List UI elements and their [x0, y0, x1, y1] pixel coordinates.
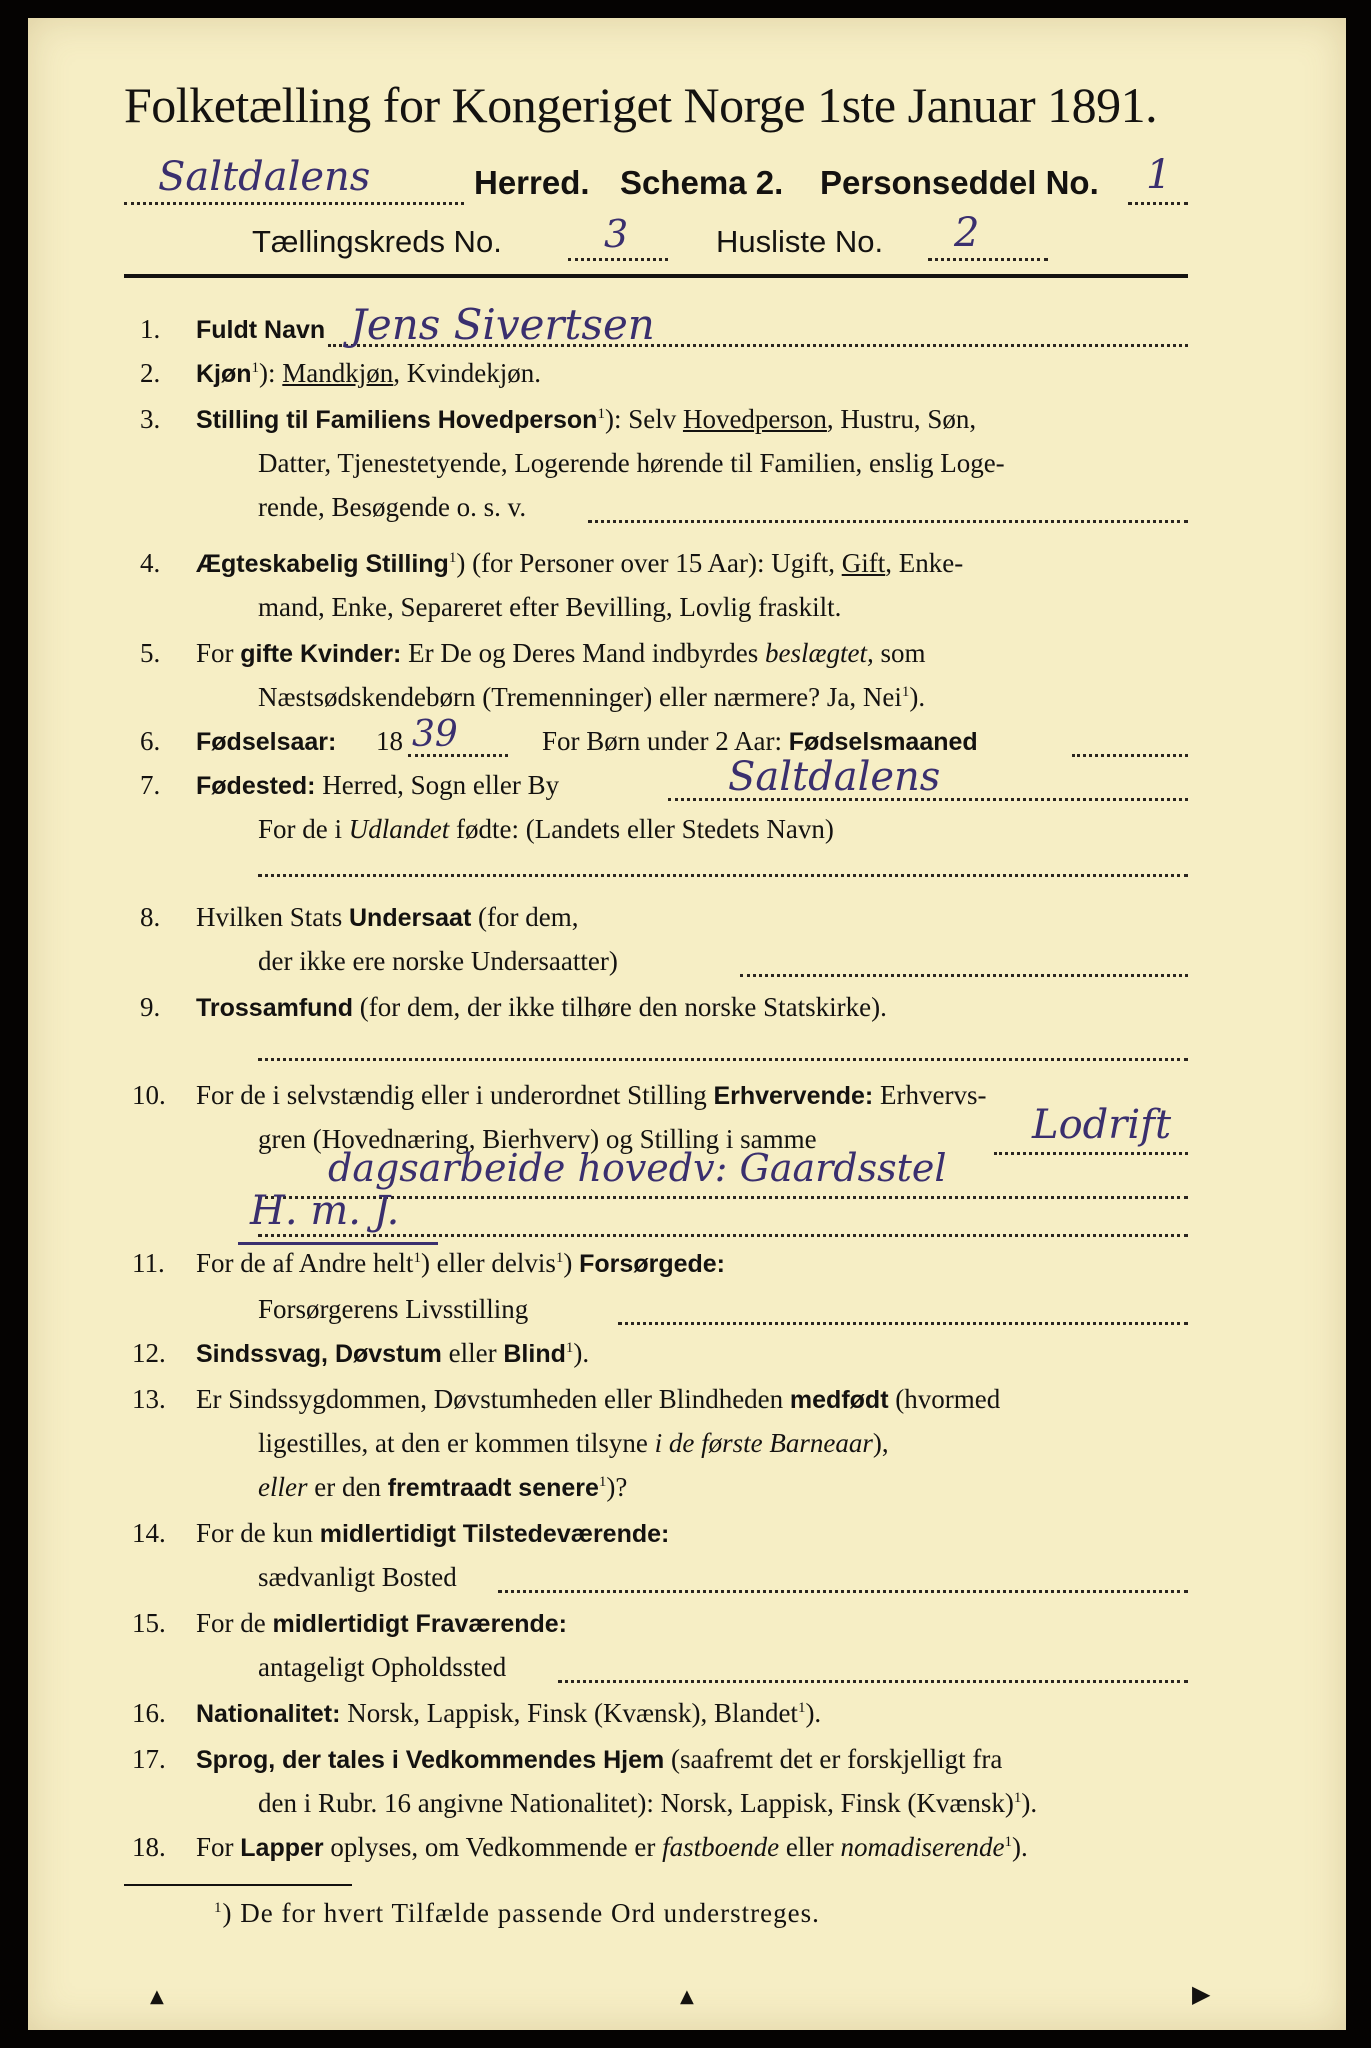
husliste-label: Husliste No. — [716, 224, 884, 259]
item-15-text-a: For de — [196, 1608, 273, 1638]
item-8-label: Undersaat — [349, 904, 472, 932]
item-5-number: 5. — [140, 638, 161, 668]
item-7-handwriting: Saltdalens — [728, 754, 941, 800]
item-6-text-a: For Børn under 2 Aar: — [542, 726, 789, 756]
item-6-line — [542, 726, 978, 757]
item-7-line-1 — [196, 770, 559, 801]
item-6-handwriting: 39 — [412, 714, 458, 755]
item-10-answer-line-3 — [258, 1234, 1188, 1237]
item-14-text-a: For de kun — [196, 1518, 320, 1548]
item-18-text-c: eller — [779, 1832, 841, 1862]
item-12-text-a: eller — [441, 1338, 504, 1368]
item-3-line-1 — [196, 404, 976, 435]
item-13-label-2: fremtraadt senere — [387, 1474, 599, 1502]
binding-mark-center: ▲ — [680, 1986, 694, 2007]
header-divider — [124, 274, 1188, 278]
item-9-line-1 — [196, 992, 887, 1023]
kreds-field — [568, 212, 668, 261]
footnote — [214, 1898, 820, 1929]
item-5-line-2-text: Næstsødskendebørn (Tremenninger) eller nærmere? Ja, Nei — [258, 682, 902, 712]
item-7-text-a: Herred, Sogn eller By — [315, 770, 560, 800]
item-13-line-2-italic: i de første Barneaar — [654, 1428, 873, 1458]
item-8-number: 8. — [140, 902, 161, 932]
item-18-line-1 — [196, 1832, 1028, 1863]
kreds-handwriting: 3 — [604, 212, 629, 256]
item-10-label: Erhvervende: — [713, 1082, 874, 1110]
herred-handwriting: Saltdalens — [158, 154, 371, 200]
item-2-sup: 1 — [251, 360, 260, 376]
item-10-answer-line-1 — [994, 1152, 1188, 1155]
item-2-option-underlined: Mandkjøn — [282, 358, 394, 388]
husliste-field — [928, 210, 1048, 261]
item-12-text-b: ). — [573, 1338, 590, 1368]
item-16-number: 16. — [132, 1698, 166, 1728]
kreds-label: Tællingskreds No. — [252, 224, 502, 259]
personseddel-field — [1128, 152, 1188, 205]
item-11-label: Forsørgede: — [579, 1250, 725, 1278]
item-13-line-3-italic: eller — [258, 1472, 308, 1502]
item-14-number: 14. — [132, 1518, 166, 1548]
personseddel-handwriting: 1 — [1146, 152, 1172, 198]
item-3-number: 3. — [140, 404, 161, 434]
item-18-text-d: ). — [1012, 1832, 1028, 1862]
husliste-handwriting: 2 — [954, 210, 980, 256]
item-17-line-2 — [258, 1788, 1037, 1819]
item-9-label: Trossamfund — [196, 994, 353, 1022]
item-1-handwriting: Jens Sivertsen — [350, 300, 655, 349]
item-17-line-2-text: den i Rubr. 16 angivne Nationalitet): Norsk, Lappisk, Finsk (Kvænsk) — [258, 1788, 1014, 1818]
item-2-label: Kjøn — [196, 360, 252, 388]
item-18-number: 18. — [132, 1832, 166, 1862]
item-1-label: Fuldt Navn — [196, 316, 326, 344]
item-15-line-1 — [196, 1608, 567, 1639]
footnote-divider — [124, 1884, 352, 1886]
item-13-line-2b: ), — [872, 1428, 889, 1458]
item-12-sup: 1 — [565, 1340, 574, 1356]
item-13-text-a: Er Sindssygdommen, Døvstumheden eller Blindheden — [196, 1384, 790, 1414]
binding-mark-left: ▲ — [150, 1986, 164, 2007]
item-13-line-2a: ligestilles, at den er kommen tilsyne — [258, 1428, 655, 1458]
item-4-label: Ægteskabelig Stilling — [196, 550, 449, 578]
item-3-line-3: rende, Besøgende o. s. v. — [258, 492, 527, 522]
item-4-sup: 1 — [448, 550, 457, 566]
item-4-option-underlined: Gift — [841, 548, 886, 578]
item-2-text-b: , Kvindekjøn. — [393, 358, 542, 388]
item-9-answer-line — [258, 1058, 1188, 1061]
item-16-line-1 — [196, 1698, 821, 1729]
item-5-text-b: som — [873, 638, 926, 668]
item-8-line-2: der ikke ere norske Undersaatter) — [258, 946, 618, 976]
item-3-text-a: ): Selv — [604, 404, 683, 434]
item-10-handwriting-3: H. m. J. — [250, 1188, 400, 1234]
item-10-handwriting-2: dagsarbeide hovedv: Gaardsstel — [328, 1146, 947, 1190]
item-10-line-2: gren (Hovednæring, Bierhverv) og Stilling i samme — [258, 1124, 817, 1154]
item-6-year-prefix: 18 — [376, 726, 403, 756]
item-5-line-1 — [196, 638, 926, 669]
item-12-line-1 — [196, 1338, 589, 1369]
item-3-line-2: Datter, Tjenestetyende, Logerende hørende til Familien, enslig Loge- — [258, 448, 1005, 478]
item-11-text-a: For de af Andre helt — [196, 1248, 414, 1278]
item-3-text-b: , Hustru, Søn, — [826, 404, 977, 434]
item-1-number: 1. — [140, 314, 161, 344]
item-5-line-2-end: ). — [909, 682, 926, 712]
item-7-line-2b: fødte: (Landets eller Stedets Navn) — [449, 814, 834, 844]
item-5-sup: 1 — [901, 684, 910, 700]
item-13-line-3a: er den — [307, 1472, 388, 1502]
item-7-line-2-italic: Udlandet — [348, 814, 450, 844]
herred-field — [124, 154, 464, 205]
item-3-sup: 1 — [597, 406, 605, 422]
item-13-text-b: (hvormed — [888, 1384, 1001, 1414]
item-9-number: 9. — [140, 992, 161, 1022]
item-14-line-1 — [196, 1518, 669, 1549]
item-18-text-b: oplyses, om Vedkommende er — [323, 1832, 663, 1862]
item-16-text-b: ). — [805, 1698, 822, 1728]
personseddel-label: Personseddel No. — [820, 164, 1099, 201]
item-10-number: 10. — [132, 1080, 166, 1110]
item-9-text-a: (for dem, der ikke tilhøre den norske Statskirke). — [352, 992, 887, 1022]
item-2-text-a: ): — [259, 358, 283, 388]
item-14-answer-line — [498, 1590, 1188, 1593]
item-3-label: Stilling til Familiens Hovedperson — [196, 406, 598, 434]
item-6-label: Fødselsaar: — [196, 728, 337, 756]
item-11-text-b: ) eller delvis — [420, 1248, 556, 1278]
item-5-pre: For — [196, 638, 241, 668]
item-4-line-1 — [196, 548, 963, 579]
item-14-label: midlertidigt Tilstedeværende: — [319, 1520, 670, 1548]
item-4-number: 4. — [140, 548, 161, 578]
schema-label: Schema 2. — [620, 164, 784, 201]
item-18-text-a: For — [196, 1832, 241, 1862]
item-5-label: gifte Kvinder: — [240, 640, 402, 668]
item-18-italic-1: fastboende — [662, 1832, 780, 1862]
item-5-text-a: Er De og Deres Mand indbyrdes — [401, 638, 766, 668]
item-17-line-1 — [196, 1744, 1002, 1775]
item-3-answer-line — [588, 520, 1188, 523]
item-17-number: 17. — [132, 1744, 166, 1774]
item-17-text-a: (saafremt det er forskjelligt fra — [664, 1744, 1003, 1774]
item-17-label: Sprog, der tales i Vedkommendes Hjem — [196, 1746, 665, 1774]
item-13-number: 13. — [132, 1384, 166, 1414]
item-10-handwriting-stroke — [238, 1242, 438, 1245]
item-16-text-a: Norsk, Lappisk, Finsk (Kvænsk), Blandet — [340, 1698, 798, 1728]
item-13-line-2 — [258, 1428, 889, 1459]
item-18-label: Lapper — [240, 1834, 324, 1862]
item-8-answer-line — [740, 974, 1188, 977]
item-15-label: midlertidigt Fraværende: — [272, 1610, 567, 1638]
item-5-italic: beslægtet, — [765, 638, 874, 668]
item-11-number: 11. — [132, 1248, 165, 1278]
item-13-line-1 — [196, 1384, 1000, 1415]
item-13-sup: 1 — [598, 1474, 607, 1490]
item-13-line-3 — [258, 1472, 627, 1503]
item-16-sup: 1 — [797, 1700, 806, 1716]
census-form-sheet — [28, 18, 1346, 2030]
item-11-line-1: For de af Andre helt$^1$) eller delvis$^1$) Forsørgede: — [196, 1248, 725, 1278]
item-5-line-2 — [258, 682, 925, 713]
item-15-line-2: antageligt Opholdssted — [258, 1652, 507, 1682]
item-8-line-1 — [196, 902, 578, 933]
item-16-label: Nationalitet: — [196, 1700, 341, 1728]
item-13-line-3-end: )? — [606, 1472, 628, 1502]
item-6-label-2: Fødselsmaaned — [788, 728, 978, 756]
item-15-answer-line — [558, 1680, 1188, 1683]
item-4-text-a: ) (for Personer over 15 Aar): Ugift, — [456, 548, 842, 578]
item-7-label: Fødested: — [196, 772, 316, 800]
item-4-line-2: mand, Enke, Separeret efter Bevilling, Lovlig fraskilt. — [258, 592, 842, 622]
item-11-sup-1: 1 — [413, 1250, 421, 1266]
item-7-number: 7. — [140, 770, 161, 800]
item-11-sup-2: 1 — [555, 1250, 564, 1266]
item-11-line-2: Forsørgerens Livsstilling — [258, 1294, 529, 1324]
footnote-sup: 1 — [214, 1900, 223, 1916]
item-18-italic-2: nomadiserende — [840, 1832, 1005, 1862]
item-6-number: 6. — [140, 726, 161, 756]
item-15-number: 15. — [132, 1608, 166, 1638]
item-18-sup: 1 — [1004, 1834, 1012, 1850]
item-7-line-2 — [258, 814, 834, 845]
item-6-month-line — [1072, 754, 1188, 757]
item-8-text-b: (for dem, — [471, 902, 579, 932]
item-12-label-2: Blind — [503, 1340, 566, 1368]
item-12-number: 12. — [132, 1338, 166, 1368]
item-8-text-a: Hvilken Stats — [196, 902, 349, 932]
item-14-line-2: sædvanligt Bosted — [258, 1562, 457, 1592]
item-3-option-underlined: Hovedperson — [682, 404, 827, 434]
item-10-line-1 — [196, 1080, 986, 1111]
item-2-number: 2. — [140, 358, 161, 388]
item-12-label: Sindssvag, Døvstum — [196, 1340, 442, 1368]
form-title: Folketælling for Kongeriget Norge 1ste Januar 1891. — [124, 77, 1158, 133]
item-13-label: medfødt — [789, 1386, 889, 1414]
herred-label: Herred. — [474, 164, 590, 201]
item-11-answer-line — [618, 1322, 1188, 1325]
item-17-line-2-end: ). — [1021, 1788, 1038, 1818]
item-7-line-2a: For de i — [258, 814, 349, 844]
item-7-abroad-line — [258, 874, 1188, 877]
footnote-text: ) De for hvert Tilfælde passende Ord understreges. — [222, 1898, 820, 1928]
binding-mark-right: ▶ — [1192, 1980, 1211, 2008]
item-10-text-b: Erhvervs- — [873, 1080, 987, 1110]
item-10-handwriting-1: Lodrift — [1032, 1102, 1172, 1148]
item-4-text-b: , Enke- — [885, 548, 964, 578]
item-17-sup: 1 — [1013, 1790, 1022, 1806]
item-10-text-a: For de i selvstændig eller i underordnet Stilling — [196, 1080, 714, 1110]
item-2-line — [196, 358, 541, 389]
